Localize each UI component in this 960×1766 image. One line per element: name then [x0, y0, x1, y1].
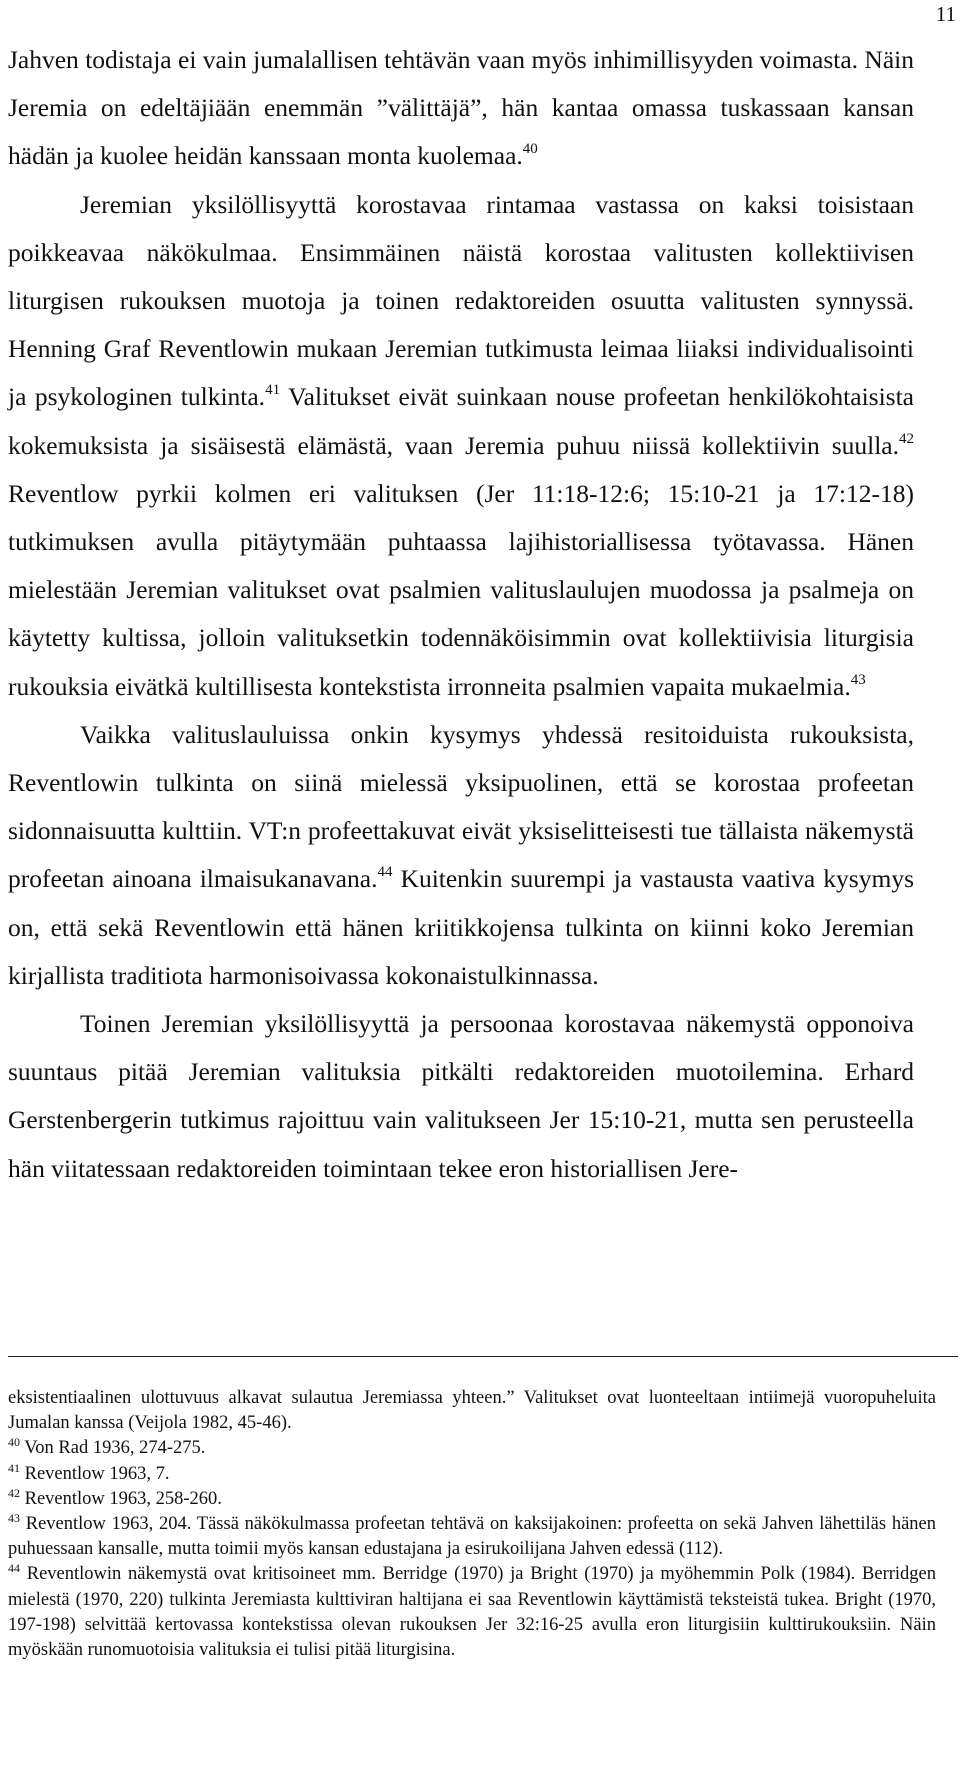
footnotes	[8, 1386, 936, 1663]
footnote-text: Reventlow 1963, 7.	[20, 1463, 170, 1484]
footnote-reference: 44	[377, 864, 393, 881]
paragraph-text: Jeremian yksilöllisyyttä korostavaa rintamaa vastassa on kaksi toisistaan poikkeavaa näkökulmaa. Ensimmäinen näistä korostaa valitusten kollektiivisen liturgisen rukouksen muotoja ja toinen redaktoreiden osuutta valitusten synnyssä. Henning Graf Reventlowin mukaan Jeremian tutkimusta leimaa liiaksi individualisointi ja psykologinen tulkinta.	[8, 189, 914, 412]
footnote-reference: 42	[899, 430, 914, 447]
paragraph	[8, 36, 914, 181]
footnote-text: Reventlow 1963, 204. Tässä näkökulmassa profeetan tehtävä on kaksijakoinen: profeetta on sekä Jahven lähettiläs hänen puhuessaan kansalle, mutta toimii myös kansan edustajana ja esirukoilijana Jahven edessä (112).	[8, 1514, 936, 1560]
footnote-number: 42	[8, 1485, 20, 1500]
footnote-number: 43	[8, 1511, 20, 1526]
paragraph-text: Vaikka valituslauluissa onkin kysymys yhdessä resitoiduista rukouksista, Reventlowin tulkinta on siinä mielessä yksipuolinen, että se korostaa profeetan sidonnaisuutta kulttiin. VT:n profeettakuvat eivät yksiselitteisesti tue tällaista näkemystä profeetan ainoana ilmaisukanavana.	[8, 719, 914, 894]
paragraph	[8, 1000, 914, 1193]
paragraph-text: Valitukset eivät suinkaan nouse profeetan henkilökohtaisista kokemuksista ja sisäisestä elämästä, vaan Jeremia puhuu niissä kollektiivin suulla.	[8, 382, 914, 460]
footnote-number: 41	[8, 1460, 20, 1475]
footnote-separator	[8, 1356, 958, 1357]
footnote-reference: 40	[522, 141, 538, 158]
footnote	[8, 1436, 936, 1461]
footnote	[8, 1386, 936, 1436]
footnote-text: Von Rad 1936, 274-275.	[20, 1438, 206, 1459]
footnote	[8, 1462, 936, 1487]
paragraph	[8, 711, 914, 1000]
footnote-text: eksistentiaalinen ulottuvuus alkavat sulautua Jeremiassa yhteen.” Valitukset ovat luonteeltaan intiimejä vuoropuheluita Jumalan kanssa (Veijola 1982, 45-46).	[8, 1388, 936, 1434]
page-number: 11	[935, 2, 956, 26]
paragraph-text: Reventlow pyrkii kolmen eri valituksen (Jer 11:18-12:6; 15:10-21 ja 17:12-18) tutkimuksen avulla pitäytymään puhtaassa lajihistoriallisessa työtavassa. Hänen mielestään Jeremian valitukset ovat psalmien valituslaulujen muodossa ja psalmeja on käytetty kultissa, jolloin valituksetkin todennäköisimmin ovat kollektiivisia liturgisia rukouksia eivätkä kultillisesta kontekstista irronneita psalmien vapaita mukaelmia.	[8, 478, 914, 701]
footnote-number: 40	[8, 1435, 20, 1450]
footnote-text: Reventlow 1963, 258-260.	[20, 1488, 222, 1509]
paragraph-text: Jahven todistaja ei vain jumalallisen tehtävän vaan myös inhimillisyyden voimasta. Näin Jeremia on edeltäjiään enemmän ”välittäjä”, hän kantaa omassa tuskassaan kansan hädän ja kuolee heidän kanssaan monta kuolemaa.	[8, 45, 914, 171]
paragraph-text: Toinen Jeremian yksilöllisyyttä ja persoonaa korostavaa näkemystä opponoiva suuntaus pitää Jeremian valituksia pitkälti redaktoreiden muotoilemina. Erhard Gerstenbergerin tutkimus rajoittuu vain valitukseen Jer 15:10-21, mutta sen perusteella hän viitatessaan redaktoreiden toimintaan tekee eron historiallisen Jere-	[8, 1009, 914, 1183]
footnote-text: Reventlowin näkemystä ovat kritisoineet mm. Berridge (1970) ja Bright (1970) ja myöhemmin Polk (1984). Berridgen mielestä (1970, 220) tulkinta Jeremiasta kulttiviran haltijana ei saa Reventlowin käyttämistä teksteistä tukea. Bright (1970, 197-198) selvittää kertovassa kontekstissa olevan rukouksen Jer 32:16-25 avulla eron liturgisiin kulttirukouksiin. Näin myöskään runomuotoisia valituksia ei tulisi pitää liturgisina.	[8, 1564, 936, 1661]
footnote-reference: 41	[265, 382, 281, 399]
footnote	[8, 1487, 936, 1512]
footnote-reference: 43	[850, 671, 866, 688]
paragraph	[8, 181, 914, 711]
footnote-number: 44	[8, 1561, 20, 1576]
body-text	[8, 36, 914, 1193]
footnote	[8, 1512, 936, 1562]
paragraph-text: Kuitenkin suurempi ja vastausta vaativa kysymys on, että sekä Reventlowin että hänen kriitikkojensa tulkinta on kiinni koko Jeremian kirjallista traditiota harmonisoivassa kokonaistulkinnassa.	[8, 864, 914, 990]
footnote	[8, 1562, 936, 1663]
